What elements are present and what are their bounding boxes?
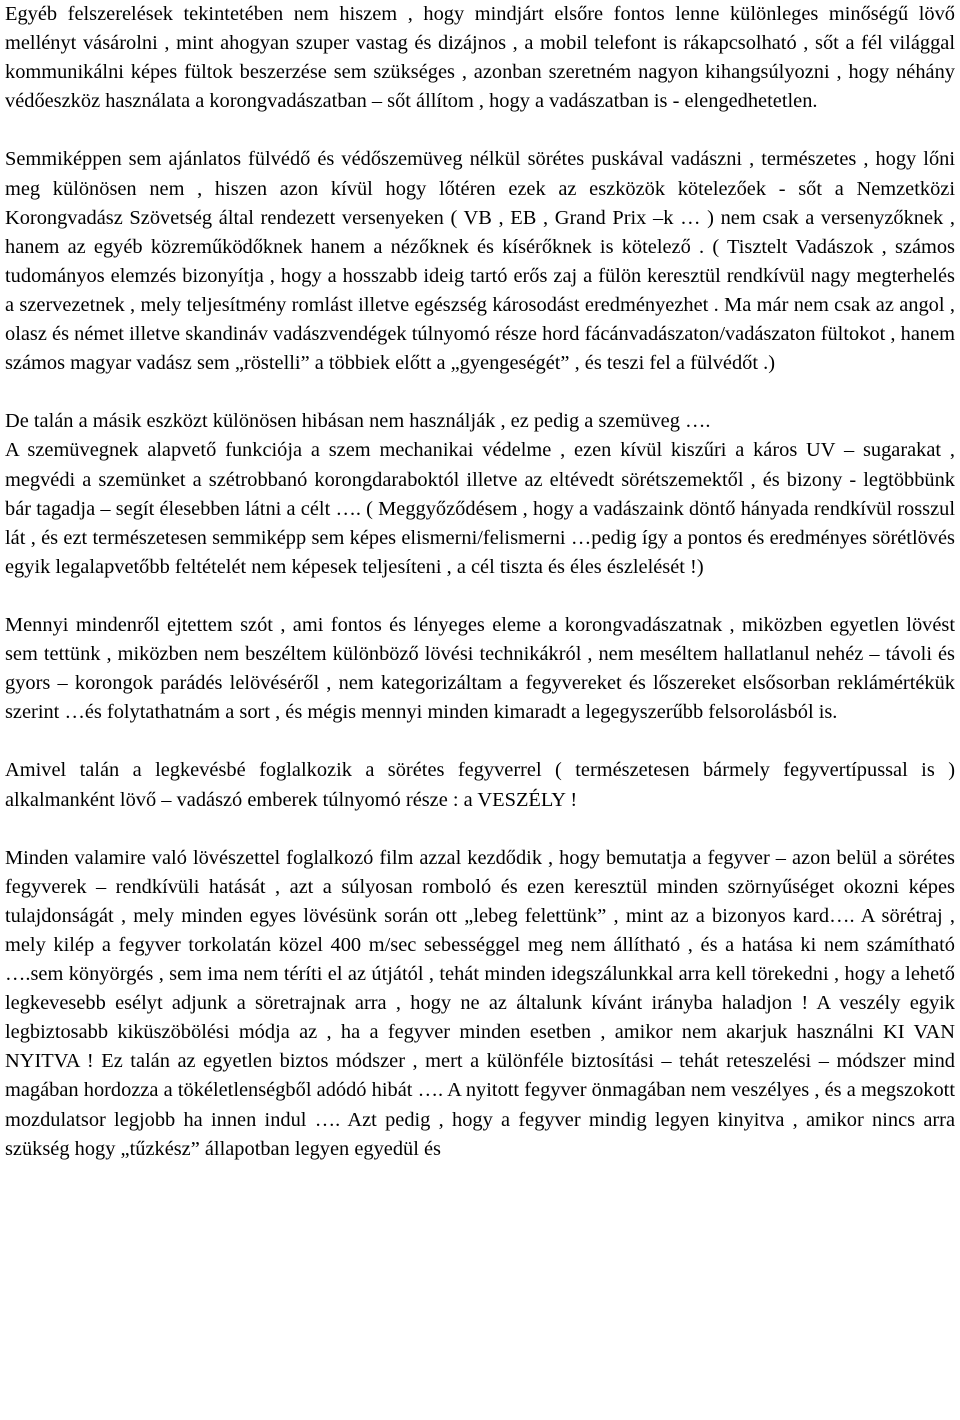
paragraph-danger-intro: Amivel talán a legkevésbé foglalkozik a sörétes fegyverrel ( természetesen bármely fegyvertípussal is ) alkalmanként lövő – vadászó emberek túlnyomó része : a VESZÉLY !	[5, 759, 955, 811]
paragraph-gun-safety: Minden valamire való lövészettel foglalkozó film azzal kezdődik , hogy bemutatja a fegyver – azon belül a sörétes fegyverek – rendkívüli hatását , azt a súlyosan romboló és ezen keresztül minden szörnyűséget okozni képes tulajdonságát , mely minden egyes lövésünk során ott „lebeg felettünk” , mint az a bizonyos kard…. A sörétraj , mely kilép a fegyver torkolatán közel 400 m/sec sebességgel meg nem állítható , és a hatása ki nem számítható ….sem könyörgés , sem ima nem téríti el az útjától , tehát minden idegszálunkkal arra kell törekedni , hogy a lehető legkevesebb esélyt adjunk a söretrajnak arra , hogy ne az általunk kívánt irányba haladjon ! A veszély egyik legbiztosabb kiküszöbölési módja az , ha a fegyver minden esetben , amikor nem akarjuk használni KI VAN NYITVA ! Ez talán az egyetlen biztos módszer , mert a különféle biztosítási – tehát reteszelési – módszer mind magában hordozza a tökéletlenségből adódó hibát …. A nyitott fegyver önmagában nem veszélyes , és a megszokott mozdulatsor legjobb ha innen indul …. Azt pedig , hogy a fegyver mindig legyen kinyitva , amikor nincs arra szükség hogy „tűzkész” állapotban legyen egyedül és	[5, 846, 955, 1160]
paragraph-equipment-intro: Egyéb felszerelések tekintetében nem hiszem , hogy mindjárt elsőre fontos lenne különleges minőségű lövő mellényt vásárolni , mint ahogyan szuper vastag és dizájnos , a mobil telefont is rákapcsolható , sőt a fél világgal kommunikálni képes fültok beszerzése sem szükséges , azonban szeretném nagyon kihangsúlyozni , hogy néhány védőeszköz használata a korongvadászatban – sőt állítom , hogy a vadászatban is - elengedhetetlen.	[5, 3, 955, 113]
paragraph-ear-eye-protection: Semmiképpen sem ajánlatos fülvédő és védőszemüveg nélkül sörétes puskával vadászni , természetes , hogy lőni meg különösen nem , hiszen azon kívül hogy lőtéren ezek az eszközök kötelezőek - sőt a Nemzetközi Korongvadász Szövetség által rendezett versenyeken ( VB , EB , Grand Prix –k … ) nem csak a versenyzőknek , hanem az egyéb közreműködőknek hanem a nézőknek és kísérőknek is kötelező . ( Tisztelt Vadászok , számos tudományos elemzés bizonyítja , hogy a hosszabb ideig tartó erős zaj a fülön keresztül rendkívül nagy megterhelés a szervezetnek , mely teljesítmény romlást illetve egészség károsodást eredményezhet . Ma már nem csak az angol , olasz és német illetve skandináv vadászvendégek túlnyomó része hord fácánvadászaton/vadászaton fültokot , hanem számos magyar vadász sem „röstelli” a többiek előtt a „gyengeségét” , és teszi fel a fülvédőt .)	[5, 148, 955, 375]
paragraph-glasses-misuse: De talán a másik eszközt különösen hibásan nem használják , ez pedig a szemüveg ….	[5, 410, 711, 433]
paragraph-glasses-function: A szemüvegnek alapvető funkciója a szem mechanikai védelme , ezen kívül kiszűri a káros UV – sugarakat , megvédi a szemünket a szétrobbanó korongdaraboktól illetve az eltévedt sörétszemektől , és bizony - legtöbbünk bár tagadja – segít élesebben látni a célt …. ( Meggyőződésem , hogy a vadászaink döntő hányada rendkívül rosszul lát , és ezt természetesen semmiképp sem képes elismerni/felismerni …pedig így a pontos és eredményes sörétlövés egyik legalapvetőbb feltételét nem képesek teljesíteni , a cél tiszta és éles észlelését !)	[5, 439, 955, 578]
paragraph-summary: Mennyi mindenről ejtettem szót , ami fontos és lényeges eleme a korongvadászatnak , miközben egyetlen lövést sem tettünk , miközben nem beszéltem különböző lövési technikákról , nem meséltem hallatlanul nehéz – távoli és gyors – korongok parádés lelövéséről , nem kategorizáltam a fegyvereket és lőszereket elsősorban reklámértékük szerint …és folytathatnám a sort , és mégis mennyi minden kimaradt a legegyszerűbb felsorolásból is.	[5, 613, 955, 724]
